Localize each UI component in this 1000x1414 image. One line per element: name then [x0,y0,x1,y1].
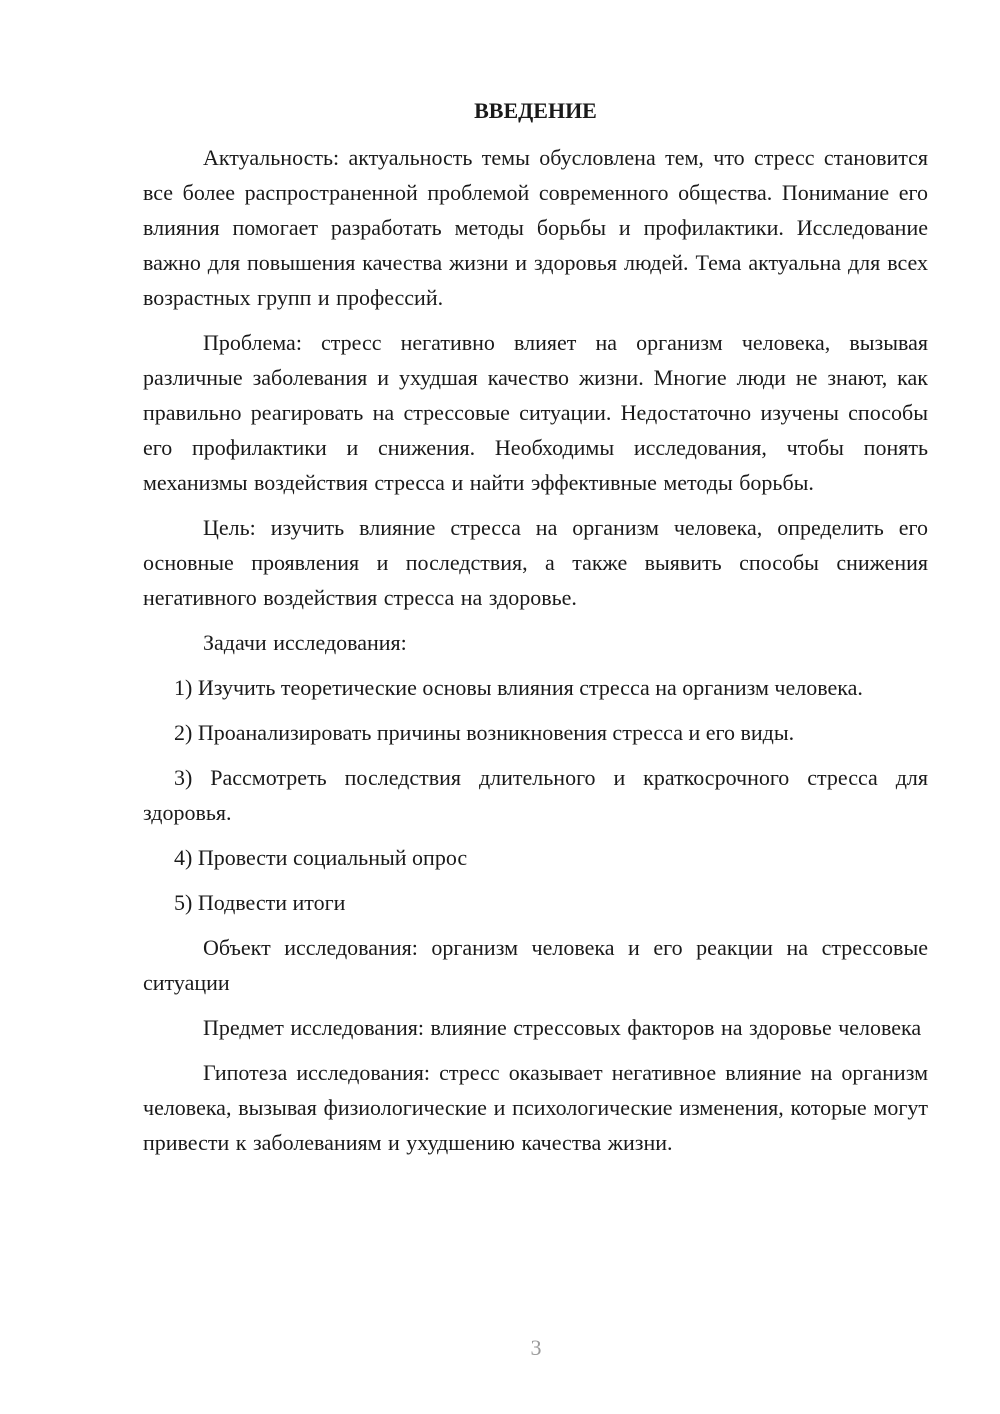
tasks-heading: Задачи исследования: [203,630,407,655]
section-title: ВВЕДЕНИЕ [474,98,597,123]
problem-paragraph: Проблема: стресс негативно влияет на организм человека, вызывая различные заболевания и ухудшая качество жизни. Многие люди не знают, как правильно реагировать на стрессовые ситуации. Недостаточно изучены способы его профилактики и снижения. Необходимы исследования, чтобы понять механизмы воздействия стресса и найти эффективные методы борьбы. [143,330,928,495]
subject-paragraph: Предмет исследования: влияние стрессовых факторов на здоровье человека [203,1015,922,1040]
task-item: 5) Подвести итоги [174,890,346,915]
task-item: 2) Проанализировать причины возникновения стресса и его виды. [174,720,795,745]
relevance-paragraph: Актуальность: актуальность темы обусловлена тем, что стресс становится все более распространенной проблемой современного общества. Понимание его влияния помогает разработать методы борьбы и профилактики. Исследование важно для повышения качества жизни и здоровья людей. Тема актуальна для всех возрастных групп и профессий. [143,145,928,310]
object-paragraph: Объект исследования: организм человека и его реакции на стрессовые ситуации [143,935,928,995]
hypothesis-paragraph: Гипотеза исследования: стресс оказывает негативное влияние на организм человека, вызывая физиологические и психологические изменения, которые могут привести к заболеваниям и ухудшению качества жизни. [143,1060,928,1155]
task-item: 3) Рассмотреть последствия длительного и краткосрочного стресса для здоровья. [143,765,928,825]
goal-paragraph: Цель: изучить влияние стресса на организм человека, определить его основные проявления и последствия, а также выявить способы снижения негативного воздействия стресса на здоровье. [143,515,928,610]
task-item: 4) Провести социальный опрос [174,845,468,870]
page-number: 3 [530,1335,542,1360]
task-item: 1) Изучить теоретические основы влияния стресса на организм человека. [174,675,863,700]
page-content [143,96,928,1170]
